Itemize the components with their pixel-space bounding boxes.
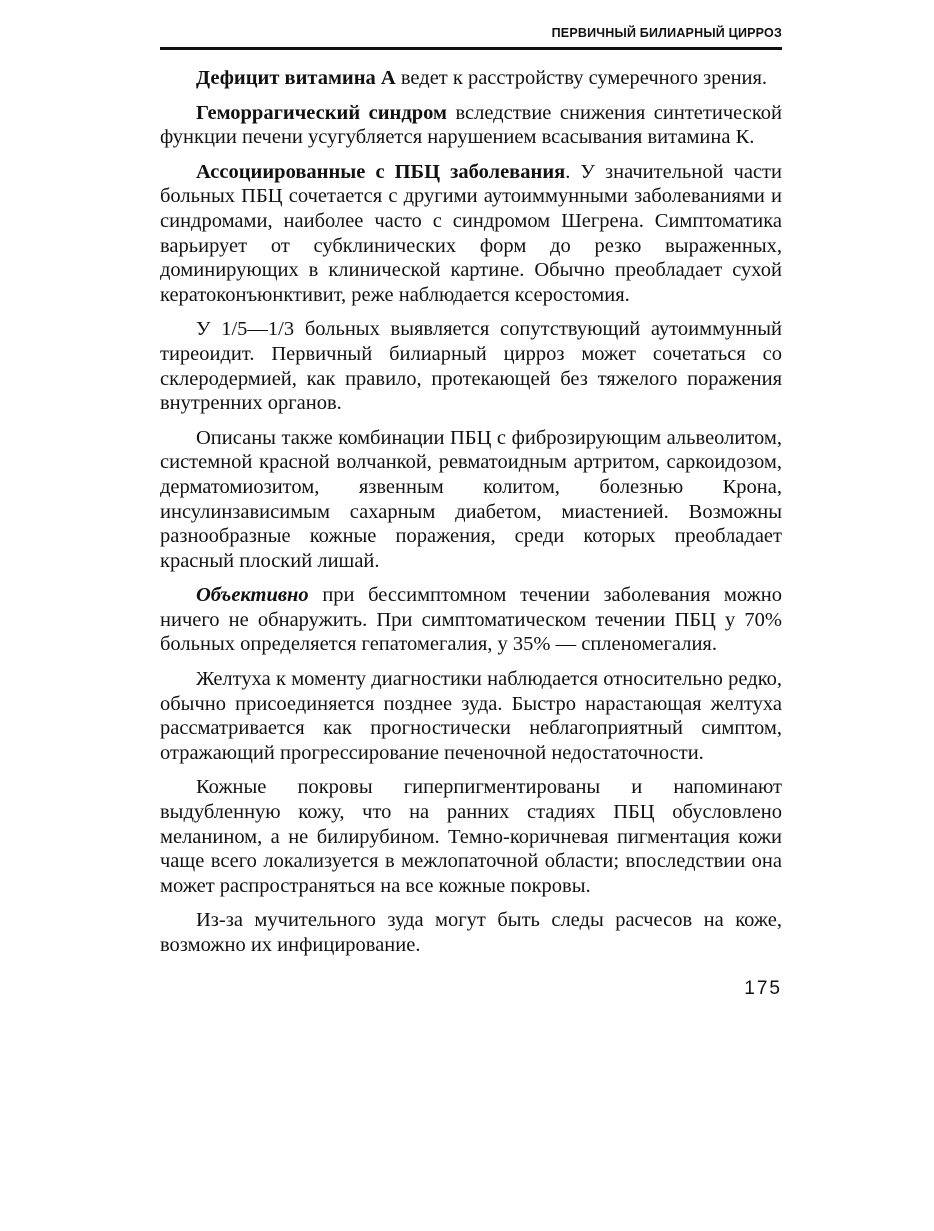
paragraph-text: Из-за мучительного зуда могут быть следы расчесов на коже, возможно их инфицирование. bbox=[160, 909, 782, 956]
paragraph-text: . У значительной части больных ПБЦ сочетается с другими аутоиммунными заболеваниями и синдромами, наиболее часто с синдромом Шегрена. Симптоматика варьирует от субклинических форм до резко выраженных, доминирующих в клинической картине. Обычно преобладает сухой кератоконъюнктивит, реже наблюдается ксеростомия. bbox=[160, 160, 782, 306]
paragraph-text: при бессимптомном течении заболевания можно ничего не обнаружить. При симптоматическом течении ПБЦ у 70% больных определяется гепатомегалия, у 35% — спленомегалия. bbox=[160, 584, 782, 656]
paragraph-text: ведет к расстройству сумеречного зрения. bbox=[395, 67, 768, 89]
paragraph-hemorrhagic bbox=[160, 101, 782, 150]
paragraph-itch bbox=[160, 908, 782, 957]
paragraph-skin bbox=[160, 775, 782, 898]
term-hemorrhagic-syndrome: Геморрагический синдром bbox=[196, 101, 447, 124]
paragraph-associated-diseases bbox=[160, 160, 782, 308]
term-vitamin-a-deficiency: Дефицит витамина А bbox=[196, 67, 396, 89]
page-number: 175 bbox=[744, 977, 782, 999]
body-text bbox=[160, 66, 782, 958]
paragraph-text: Описаны также комбинации ПБЦ с фиброзирующим альвеолитом, системной красной волчанкой, ревматоидным артритом, саркоидозом, дерматомиозитом, язвенным колитом, болезнью Крона, инсулинзависимым сахарным диабетом, миастенией. Возможны разнообразные кожные поражения, среди которых преобладает красный плоский лишай. bbox=[160, 426, 782, 572]
paragraph-text: У 1/5—1/3 больных выявляется сопутствующий аутоиммунный тиреоидит. Первичный билиарный цирроз может сочетаться со склеродермией, как правило, протекающей без тяжелого поражения внутренних органов. bbox=[160, 318, 782, 415]
paragraph-jaundice bbox=[160, 667, 782, 765]
paragraph-text: Кожные покровы гиперпигментированы и напоминают выдубленную кожу, что на ранних стадиях ПБЦ обусловлено меланином, а не билирубином. Темно-коричневая пигментация кожи чаще всего локализуется в межлопаточной области; впоследствии она может распространяться на все кожные покровы. bbox=[160, 776, 782, 897]
running-head: ПЕРВИЧНЫЙ БИЛИАРНЫЙ ЦИРРОЗ bbox=[551, 26, 782, 40]
paragraph-text: вследствие снижения синтетической функции печени усугубляется нарушением всасывания витамина К. bbox=[160, 101, 782, 149]
paragraph-objective bbox=[160, 583, 782, 657]
paragraph-thyroiditis bbox=[160, 317, 782, 415]
term-associated-diseases: Ассоциированные с ПБЦ заболевания bbox=[196, 160, 566, 183]
header-rule bbox=[160, 47, 782, 50]
paragraph-vitamin-a bbox=[160, 66, 782, 91]
paragraph-combinations bbox=[160, 426, 782, 574]
term-objectively: Объективно bbox=[196, 584, 309, 607]
book-page bbox=[160, 22, 782, 1000]
paragraph-text: Желтуха к моменту диагностики наблюдается относительно редко, обычно присоединяется позднее зуда. Быстро нарастающая желтуха рассматривается как прогностически неблагоприятный симптом, отражающий прогрессирование печеночной недостаточности. bbox=[160, 668, 782, 764]
